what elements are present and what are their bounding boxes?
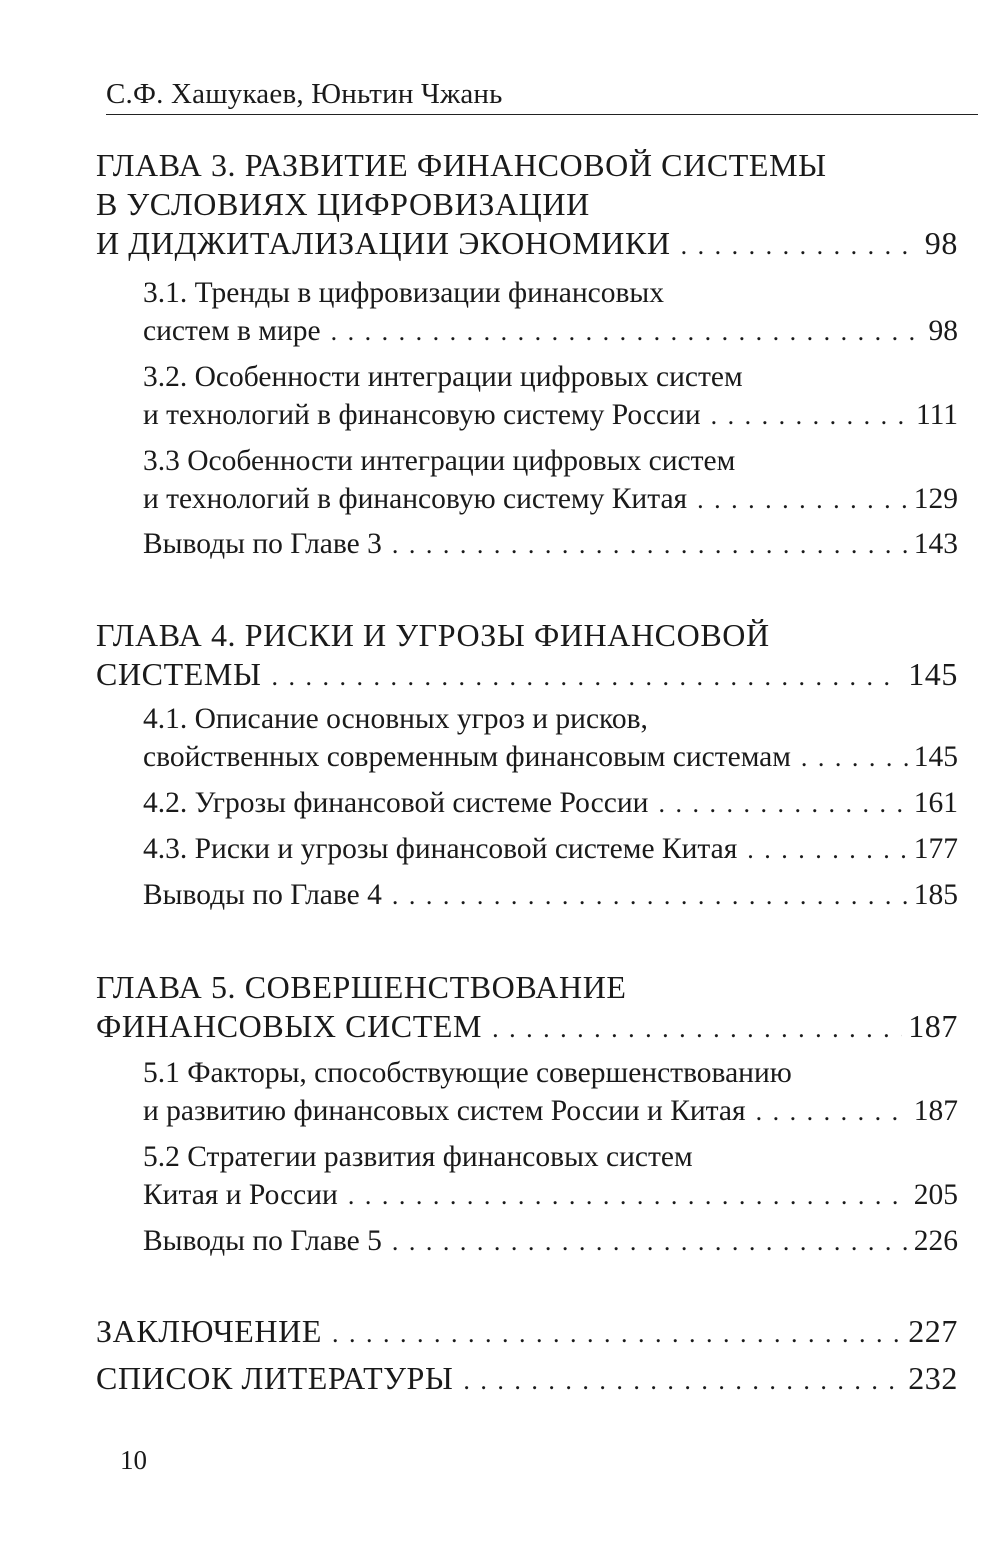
references-page: 232 [908, 1360, 958, 1396]
conclusions-4-page: 185 [913, 879, 958, 911]
leader-dots [801, 739, 908, 777]
section-5-1-title-line-1: 5.1 Факторы, способствующие совершенствованию [143, 1057, 792, 1089]
section-4-2-title: 4.2. Угрозы финансовой системе России [143, 787, 649, 819]
leader-dots [747, 831, 907, 869]
chapter-3-title-line-1: ГЛАВА 3. РАЗВИТИЕ ФИНАНСОВОЙ СИСТЕМЫ [96, 147, 827, 183]
conclusions-5-page: 226 [913, 1225, 958, 1257]
section-4-3-title: 4.3. Риски и угрозы финансовой системе Китая [143, 833, 738, 865]
leader-dots [392, 877, 908, 915]
toc-chapter-4 [96, 616, 958, 696]
section-3-3-title-line-2: и технологий в финансовую систему Китая [143, 483, 688, 515]
toc-conclusion [96, 1312, 958, 1353]
section-3-3-page: 129 [913, 483, 958, 515]
section-5-2-page: 205 [913, 1179, 958, 1211]
leader-dots [697, 481, 908, 519]
references-title: СПИСОК ЛИТЕРАТУРЫ [96, 1360, 454, 1396]
chapter-4-title-line-1: ГЛАВА 4. РИСКИ И УГРОЗЫ ФИНАНСОВОЙ [96, 617, 770, 653]
section-4-1-page: 145 [913, 741, 958, 773]
toc-section-4-3 [143, 830, 958, 869]
conclusion-page: 227 [908, 1313, 958, 1349]
running-header [106, 76, 978, 115]
toc-section-5-1 [143, 1054, 958, 1131]
leader-dots [681, 226, 919, 265]
section-5-2-title-line-2: Китая и России [143, 1179, 338, 1211]
toc-section-4-1 [143, 700, 958, 777]
section-4-3-page: 177 [913, 833, 958, 865]
leader-dots [331, 313, 923, 351]
toc-conclusions-4 [143, 876, 958, 915]
conclusions-4-title: Выводы по Главе 4 [143, 879, 382, 911]
section-4-1-title-line-2: свойственных современным финансовым системам [143, 741, 791, 773]
leader-dots [658, 785, 907, 823]
leader-dots [492, 1009, 902, 1048]
section-3-3-title-line-1: 3.3 Особенности интеграции цифровых систем [143, 445, 736, 477]
conclusions-3-title: Выводы по Главе 3 [143, 528, 382, 560]
leader-dots [348, 1177, 908, 1215]
chapter-3-title-line-2: В УСЛОВИЯХ ЦИФРОВИЗАЦИИ [96, 186, 590, 222]
chapter-3-title-line-3: И ДИДЖИТАЛИЗАЦИИ ЭКОНОМИКИ [96, 225, 671, 261]
chapter-4-title-line-2: СИСТЕМЫ [96, 656, 262, 692]
conclusions-3-page: 143 [913, 528, 958, 560]
conclusions-5-title: Выводы по Главе 5 [143, 1225, 382, 1257]
toc-section-3-2 [143, 358, 958, 435]
toc-section-3-1 [143, 274, 958, 351]
toc-section-3-3 [143, 442, 958, 519]
section-3-1-title-line-2: систем в мире [143, 315, 321, 347]
chapter-5-page: 187 [908, 1008, 958, 1044]
chapter-4-page: 145 [908, 656, 958, 692]
chapter-5-title-line-1: ГЛАВА 5. СОВЕРШЕНСТВОВАНИЕ [96, 969, 627, 1005]
leader-dots [271, 657, 902, 696]
toc-conclusions-3 [143, 525, 958, 564]
conclusion-title: ЗАКЛЮЧЕНИЕ [96, 1313, 322, 1349]
section-3-2-page: 111 [915, 399, 958, 431]
section-3-1-page: 98 [928, 315, 958, 347]
toc-references [96, 1359, 958, 1400]
toc-chapter-5 [96, 968, 958, 1048]
section-4-1-title-line-1: 4.1. Описание основных угроз и рисков, [143, 703, 648, 735]
leader-dots [711, 397, 910, 435]
leader-dots [332, 1314, 902, 1353]
toc-conclusions-5 [143, 1222, 958, 1261]
leader-dots [392, 1223, 908, 1261]
leader-dots [463, 1361, 902, 1400]
section-5-1-page: 187 [913, 1095, 958, 1127]
section-3-2-title-line-1: 3.2. Особенности интеграции цифровых систем [143, 361, 743, 393]
toc-section-5-2 [143, 1138, 958, 1215]
section-4-2-page: 161 [913, 787, 958, 819]
chapter-5-title-line-2: ФИНАНСОВЫХ СИСТЕМ [96, 1008, 483, 1044]
toc-chapter-3 [96, 146, 958, 265]
section-3-1-title-line-1: 3.1. Тренды в цифровизации финансовых [143, 277, 664, 309]
toc-section-4-2 [143, 784, 958, 823]
leader-dots [392, 526, 908, 564]
leader-dots [756, 1093, 908, 1131]
chapter-3-page: 98 [924, 225, 958, 261]
header-authors: С.Ф. Хашукаев, Юньтин Чжань [106, 78, 503, 110]
section-5-2-title-line-1: 5.2 Стратегии развития финансовых систем [143, 1141, 693, 1173]
section-3-2-title-line-2: и технологий в финансовую систему России [143, 399, 701, 431]
page-number: 10 [120, 1445, 147, 1475]
section-5-1-title-line-2: и развитию финансовых систем России и Китая [143, 1095, 746, 1127]
